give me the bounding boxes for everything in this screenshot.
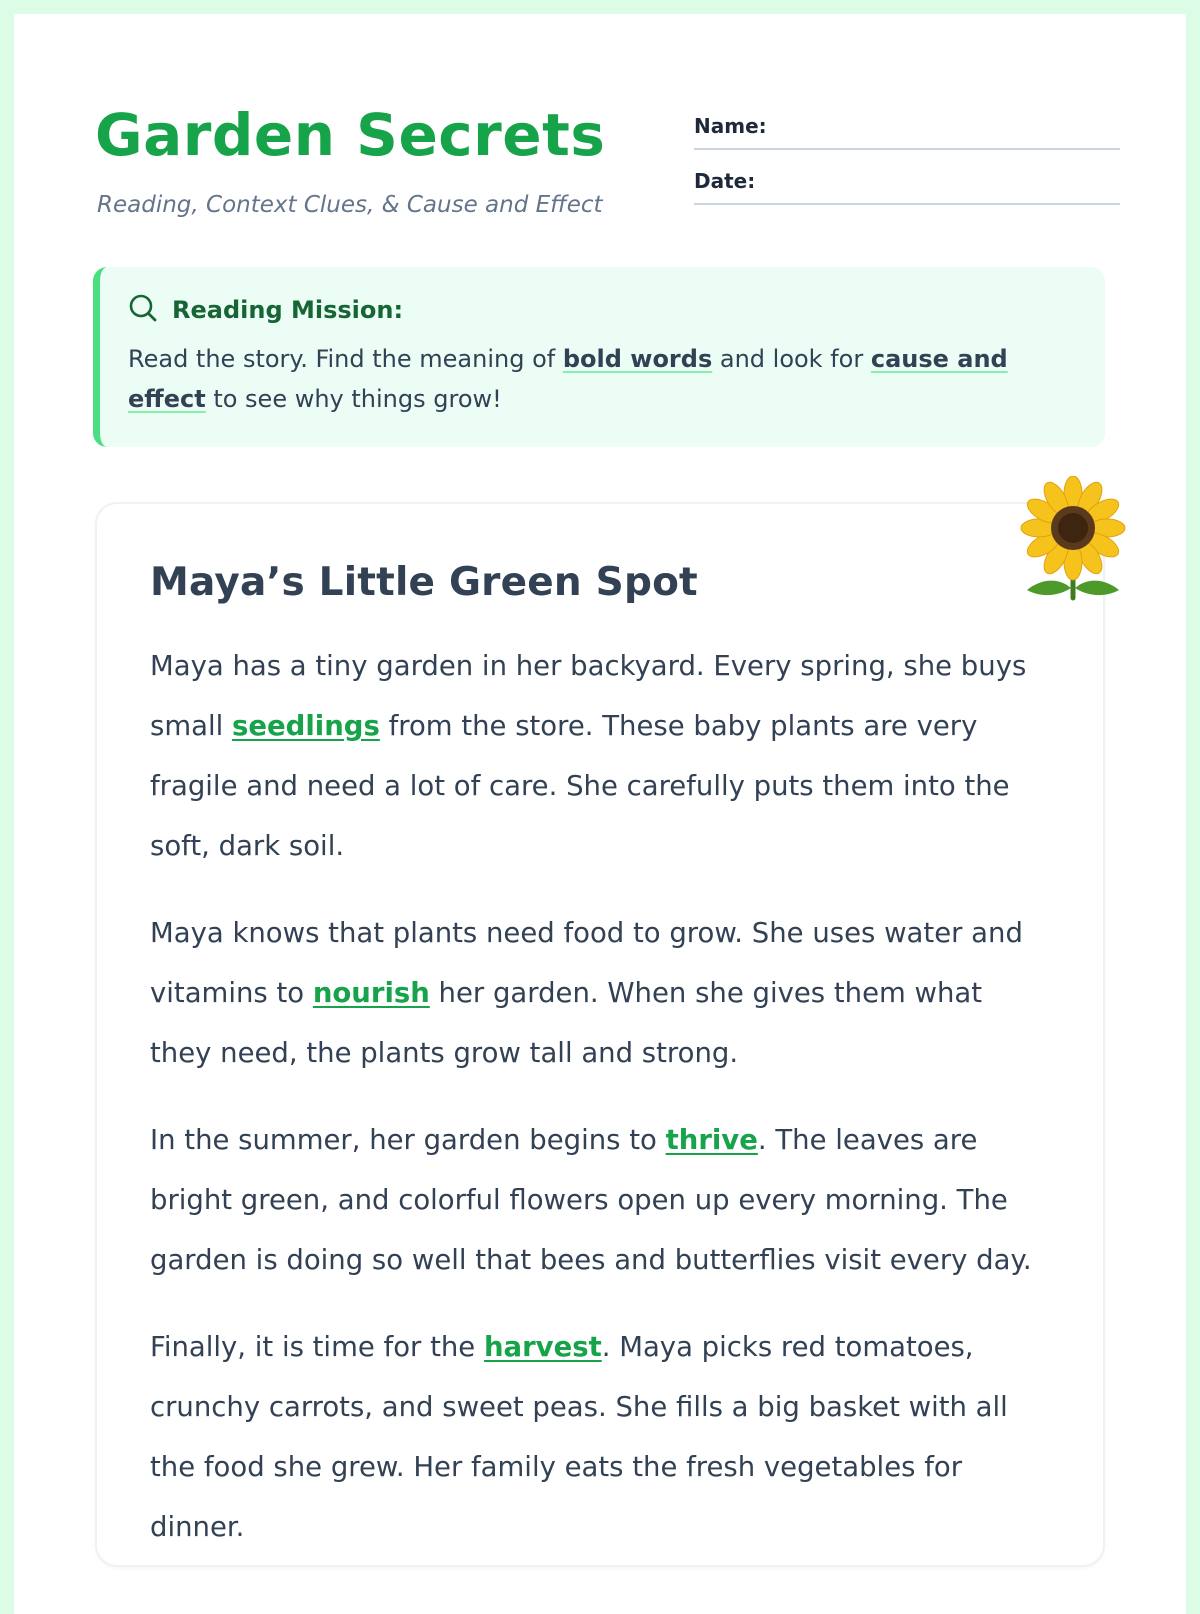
mission-keyword-bold-words: bold words — [562, 345, 713, 373]
paragraph-text: Maya knows that plants need food to grow. She uses water and vitamins to — [150, 917, 1023, 1009]
story-paragraph — [150, 1317, 1050, 1557]
date-label: Date: — [694, 169, 756, 193]
paragraph-text: Finally, it is time for the — [150, 1331, 484, 1363]
mission-instructions — [128, 339, 1068, 419]
date-field[interactable] — [694, 163, 1120, 205]
worksheet-header — [95, 94, 1123, 234]
sunflower-icon — [1019, 476, 1127, 604]
mission-text: to see why things grow! — [205, 385, 502, 413]
vocab-word-harvest: harvest — [483, 1331, 602, 1363]
name-field[interactable] — [694, 108, 1120, 150]
paragraph-text: Maya has a tiny garden in her backyard. Every spring, she buys small — [150, 650, 1027, 742]
search-icon — [128, 293, 158, 327]
story-paragraph — [150, 903, 1050, 1083]
paragraph-text: her garden. When she gives them what they need, the plants grow tall and strong. — [150, 977, 983, 1069]
paragraph-text: from the store. These baby plants are very fragile and need a lot of care. She carefully puts them into the soft, dark soil. — [150, 710, 1010, 862]
vocab-word-seedlings: seedlings — [232, 710, 380, 742]
mission-keyword-cause-effect: cause and effect — [128, 345, 1008, 413]
vocab-word-nourish: nourish — [312, 977, 430, 1009]
worksheet-page — [14, 14, 1186, 1614]
reading-mission-box — [93, 267, 1105, 447]
mission-text: and look for — [712, 345, 871, 373]
name-label: Name: — [694, 114, 767, 138]
page-title: Garden Secrets — [95, 101, 606, 169]
mission-text: Read the story. Find the meaning of — [128, 345, 563, 373]
story-card — [95, 502, 1105, 1567]
mission-title: Reading Mission: — [172, 296, 404, 324]
story-paragraph — [150, 636, 1050, 876]
paragraph-text: In the summer, her garden begins to — [150, 1124, 666, 1156]
paragraph-text: . The leaves are bright green, and colorful flowers open up every morning. The garden is doing so well that bees and butterflies visit every day. — [150, 1124, 1032, 1276]
page-subtitle: Reading, Context Clues, & Cause and Effect — [97, 192, 603, 218]
paragraph-text: . Maya picks red tomatoes, crunchy carrots, and sweet peas. She fills a big basket with all the food she grew. Her family eats the fresh vegetables for dinner. — [150, 1331, 1008, 1543]
story-paragraph — [150, 1110, 1050, 1290]
mission-heading — [128, 293, 403, 327]
vocab-word-thrive: thrive — [665, 1124, 758, 1156]
story-body — [150, 636, 1050, 1584]
story-title: Maya’s Little Green Spot — [150, 560, 698, 605]
